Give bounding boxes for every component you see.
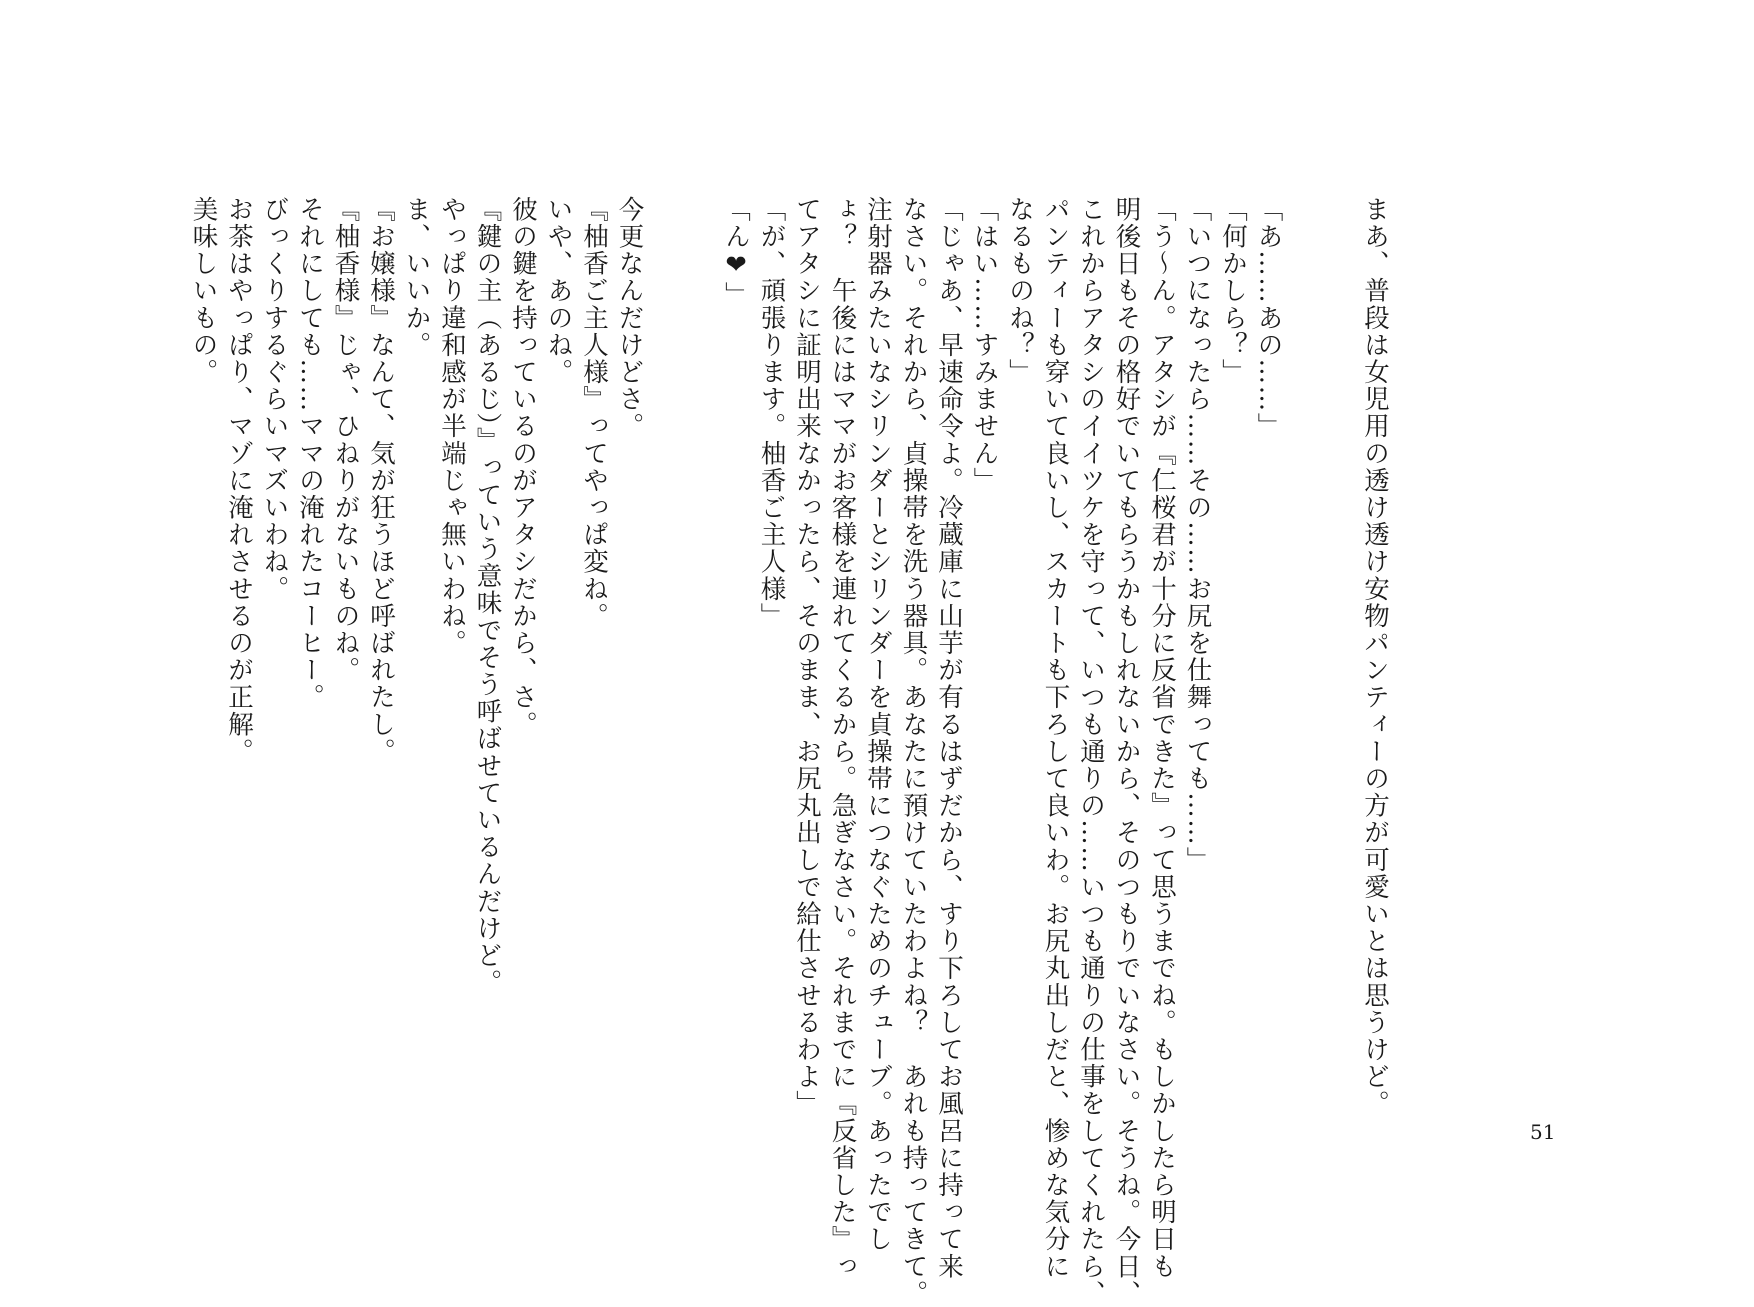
text-line: 「あ……あの……」 — [1253, 196, 1284, 440]
text-line: 『柚香様』じゃ、ひねりがないものね。 — [330, 196, 361, 684]
text-line: 「ん❤」 — [721, 196, 751, 309]
text-line: ま、いいか。 — [401, 196, 432, 359]
text-line: びっくりするぐらいマズいわね。 — [259, 196, 290, 603]
text-line: まあ、普段は女児用の透け透け安物パンティーの方が可愛いとは思うけど。 — [1360, 196, 1390, 1118]
paragraph-gap — [647, 196, 718, 1196]
text-line: 『柚香ご主人様』ってやっぱ変ね。 — [579, 196, 609, 630]
text-line: なるものね？」 — [1005, 196, 1035, 386]
text-line: 美味しいもの。 — [188, 196, 219, 386]
text-line: てアタシに証明出来なかったら、そのまま、お尻丸出しで給仕させるわよ」 — [792, 196, 822, 1118]
page-number: 51 — [1530, 1120, 1556, 1144]
text-line: 「が、頑張ります。柚香ご主人様」 — [756, 196, 787, 630]
text-line: 『お嬢様』なんて、気が狂うほど呼ばれたし。 — [366, 196, 396, 766]
text-line: なさい。それから、貞操帯を洗う器具。あなたに預けていたわよね？ あれも持ってきて。 — [898, 196, 929, 1307]
text-line: ょ？ 午後にはママがお客様を連れてくるから。急ぎなさい。それまでに『反省した』っ — [827, 196, 858, 1280]
text-line: いや、あのね。 — [543, 196, 574, 386]
text-line: 「う〜ん。アタシが『仁桜君が十分に反省できた』って思うまでね。もしかしたら明日も — [1147, 196, 1177, 1280]
text-line: 彼の鍵を持っているのがアタシだから、さ。 — [508, 196, 538, 738]
text-line: 「じゃあ、早速命令よ。冷蔵庫に山芋が有るはずだから、すり下ろしてお風呂に持って来 — [934, 196, 964, 1280]
text-line: 明後日もその格好でいてもらうかもしれないから、そのつもりでいなさい。そうね。今日、 — [1111, 196, 1142, 1307]
text-line: 今更なんだけどさ。 — [614, 196, 645, 440]
text-line: 「はい……すみません」 — [969, 196, 1000, 495]
text-line: それにしても……ママの淹れたコーヒー。 — [295, 196, 325, 711]
text-line: 注射器みたいなシリンダーとシリンダーを貞操帯につなぐためのチューブ。あったでし — [863, 196, 893, 1253]
text-line: パンティーも穿いて良いし、スカートも下ろして良いわ。お尻丸出しだと、惨めな気分に — [1040, 196, 1071, 1280]
vertical-body-text — [185, 196, 1392, 1307]
paragraph-gap — [1286, 196, 1357, 1196]
text-line: 『鍵の主（あるじ）』っていう意味でそう呼ばせているんだけど。 — [472, 196, 503, 997]
text-line: やっぱり違和感が半端じゃ無いわね。 — [437, 196, 467, 657]
text-line: お茶はやっぱり、マゾに淹れさせるのが正解。 — [224, 196, 254, 766]
text-line: 「いつになったら……その……お尻を仕舞っても……」 — [1182, 196, 1213, 874]
text-line: 「何かしら？」 — [1218, 196, 1248, 386]
text-line: これからアタシのイイツケを守って、いつも通りの……いつも通りの仕事をしてくれたら、 — [1076, 196, 1106, 1307]
